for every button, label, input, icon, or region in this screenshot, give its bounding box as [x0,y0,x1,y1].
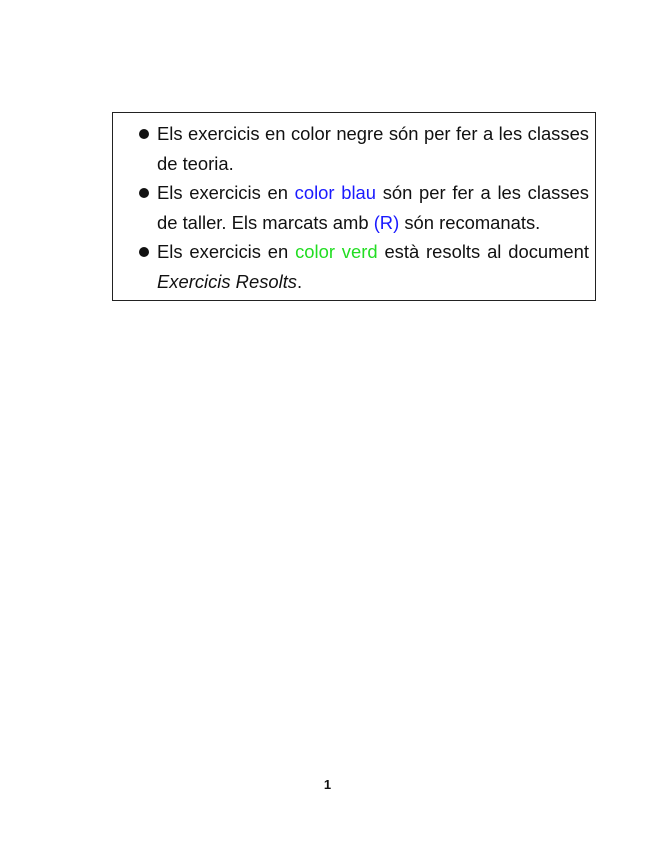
color-verd-text: color verd [295,241,378,262]
note-text: Els exercicis en [157,182,295,203]
note-item-blue [137,178,589,237]
note-text: Els exercicis en [157,241,296,262]
bullet-icon [139,129,149,139]
notes-list [137,119,589,296]
note-text: està resolts al document [377,241,589,262]
page-number: 1 [323,777,332,792]
note-text: Els exercicis en color negre són per fer a les classes de teoria. [157,123,589,174]
document-title: Exercicis Resolts [157,270,298,292]
note-item-black [137,119,589,178]
note-item-green [137,237,589,296]
note-text: són per fer a les classes de taller. Els marcats amb [157,182,589,233]
note-text: són recomanats. [399,211,541,233]
notes-box [112,112,596,301]
note-text: . [297,270,303,292]
bullet-icon [139,247,149,257]
color-blau-text: color blau [294,182,376,203]
bullet-icon [139,188,149,198]
recommended-marker: (R) [373,211,400,233]
